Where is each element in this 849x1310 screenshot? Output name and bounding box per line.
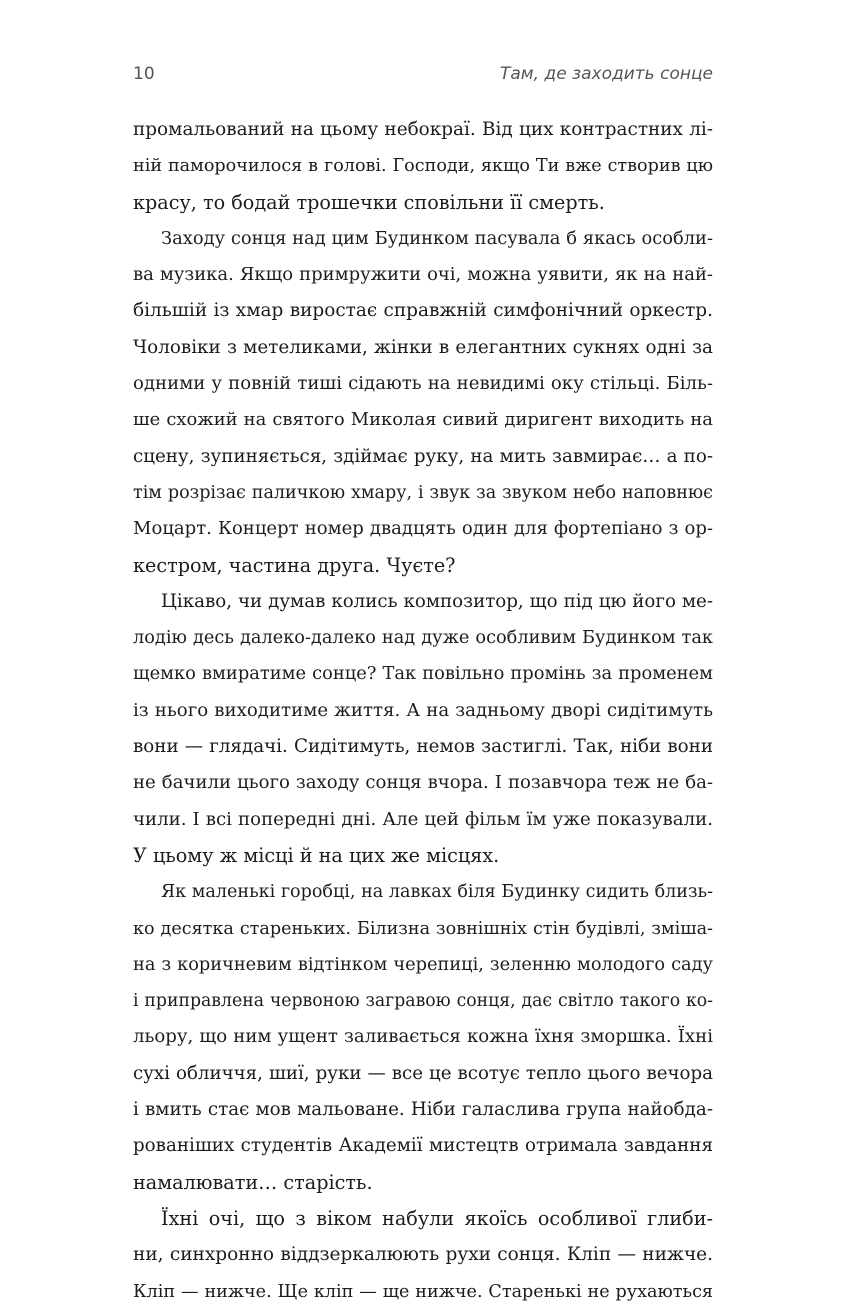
text-line: і приправлена червоною загравою сонця, дає світло такого ко- <box>133 991 713 1012</box>
text-line: льору, що ним ущент заливається кожна їхня зморшка. Їхні <box>133 1026 713 1048</box>
text-line: ко десятка стареньких. Білизна зовнішніх стін будівлі, зміша- <box>133 918 713 939</box>
text-line: Чоловіки з метеликами, жінки в елегантних сукнях одні за <box>133 336 713 358</box>
text-line: чили. І всі попередні дні. Але цей фільм їм уже показували. <box>133 808 713 830</box>
text-line: на з коричневим відтінком черепиці, зеленню молодого саду <box>133 954 713 975</box>
text-line: Моцарт. Концерт номер двадцять один для фортепіано з ор- <box>133 518 713 540</box>
text-line: і вмить стає мов мальоване. Ніби галаслива група найобда- <box>133 1099 713 1121</box>
text-line: ній паморочилося в голові. Господи, якщо Ти вже створив цю <box>133 156 713 177</box>
text-line: одними у повній тиші сідають на невидимі оку стільці. Біль- <box>133 373 713 395</box>
text-line: Цікаво, чи думав колись композитор, що під цю його ме- <box>161 590 713 612</box>
text-line: не бачили цього заходу сонця вчора. І позавчора теж не ба- <box>133 772 713 794</box>
text-line: тім розрізає паличкою хмару, і звук за звуком небо наповнює <box>133 482 713 503</box>
page-header <box>133 64 713 94</box>
page-number: 10 <box>133 64 155 84</box>
text-line: Як маленькі горобці, на лавках біля Будинку сидить близь- <box>161 882 713 903</box>
text-line: Їхні очі, що з віком набули якоїсь особливої глиби- <box>161 1206 713 1230</box>
body-text <box>133 112 713 1310</box>
text-line: щемко вмиратиме сонце? Так повільно промінь за променем <box>133 663 713 685</box>
text-line: ни, синхронно віддзеркалюють рухи сонця. Кліп — нижче. <box>133 1244 713 1266</box>
running-title: Там, де заходить сонце <box>500 64 713 84</box>
text-line: кестром, частина друга. Чуєте? <box>133 553 456 577</box>
text-line: красу, то бодай трошечки сповільни її смерть. <box>133 190 605 214</box>
text-line: лодію десь далеко-далеко над дуже особливим Будинком так <box>133 628 713 649</box>
text-line: ше схожий на святого Миколая сивий диригент виходить на <box>133 409 713 431</box>
text-line: більшій із хмар виростає справжній симфонічний оркестр. <box>133 300 713 322</box>
text-line: вони — глядачі. Сидітимуть, немов застиглі. Так, ніби вони <box>133 736 713 758</box>
text-line: намалювати… старість. <box>133 1170 373 1194</box>
text-line: промальований на цьому небокраї. Від цих контрастних лі- <box>133 119 713 140</box>
text-line: сухі обличчя, шиї, руки — все це всотує тепло цього вечора <box>133 1062 713 1084</box>
text-line: із нього виходитиме життя. А на задньому дворі сидітимуть <box>133 699 713 721</box>
text-line: У цьому ж місці й на цих же місцях. <box>133 843 500 867</box>
text-line: Заходу сонця над цим Будинком пасувала б якась особли- <box>161 227 713 249</box>
text-line: рованіших студентів Академії мистецтв отримала завдання <box>133 1135 713 1157</box>
text-line: Кліп — нижче. Ще кліп — ще нижче. Старенькі не рухаються <box>133 1281 713 1302</box>
text-line: сцену, зупиняється, здіймає руку, на мить завмирає… а по- <box>133 445 713 467</box>
text-line: ва музика. Якщо примружити очі, можна уявити, як на най- <box>133 264 713 286</box>
